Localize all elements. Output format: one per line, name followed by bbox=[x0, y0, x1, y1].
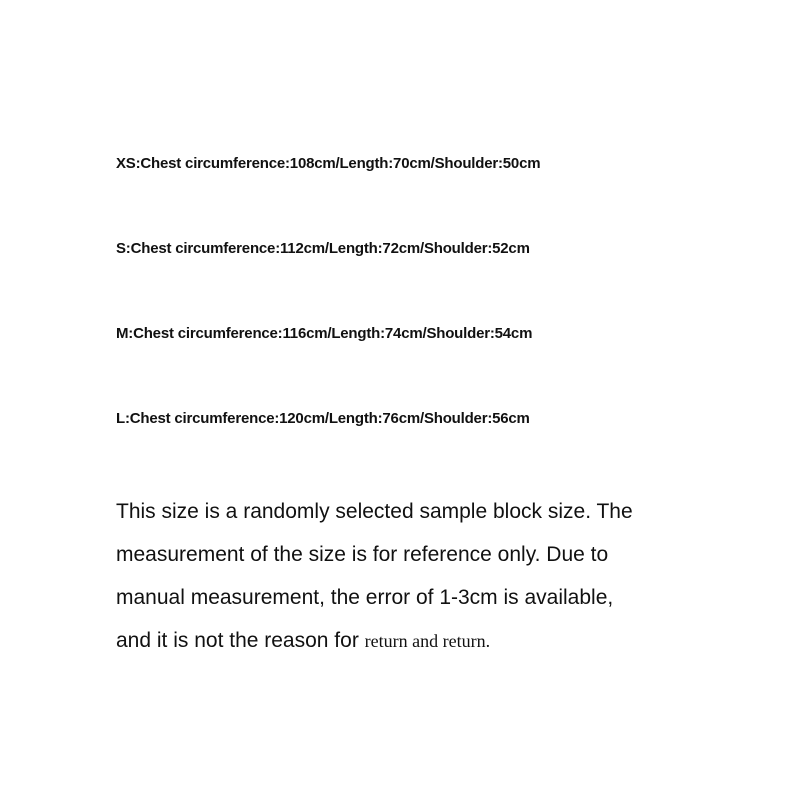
disclaimer-line-1: This size is a randomly selected sample block size. The bbox=[116, 500, 633, 523]
disclaimer-line-3: manual measurement, the error of 1-3cm is available, bbox=[116, 586, 614, 609]
disclaimer-line-4 bbox=[116, 619, 676, 663]
disclaimer-line-2: measurement of the size is for reference only. Due to bbox=[116, 543, 609, 566]
measurement-disclaimer bbox=[116, 490, 676, 663]
size-xs-measurements: XS:Chest circumference:108cm/Length:70cm/Shoulder:50cm bbox=[116, 155, 541, 172]
disclaimer-line-4-end: return and return. bbox=[364, 631, 491, 651]
size-l-measurements: L:Chest circumference:120cm/Length:76cm/Shoulder:56cm bbox=[116, 410, 530, 427]
disclaimer-line-4-start: and it is not the reason for bbox=[116, 629, 365, 652]
size-m-measurements: M:Chest circumference:116cm/Length:74cm/Shoulder:54cm bbox=[116, 325, 533, 342]
size-s-measurements: S:Chest circumference:112cm/Length:72cm/Shoulder:52cm bbox=[116, 240, 530, 257]
